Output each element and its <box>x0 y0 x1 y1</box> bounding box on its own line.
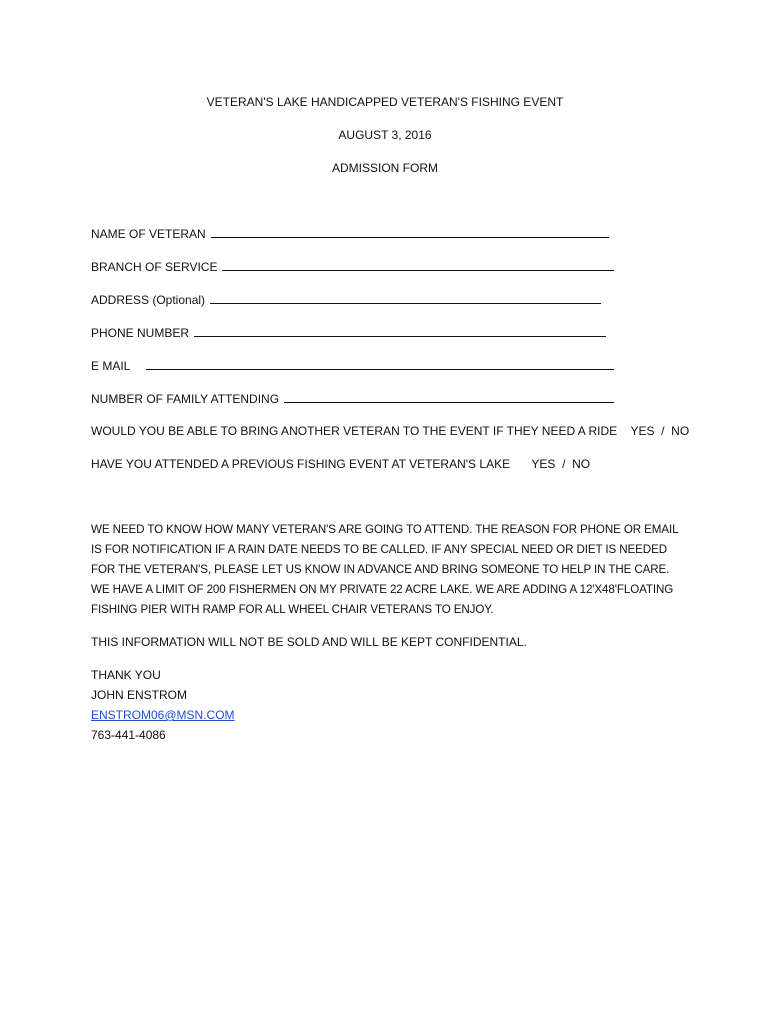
field-address <box>91 292 601 307</box>
form-name: ADMISSION FORM <box>331 161 438 175</box>
information-paragraph: WE NEED TO KNOW HOW MANY VETERAN'S ARE GOING TO ATTEND. THE REASON FOR PHONE OR EMAIL IS FOR NOTIFICATION IF A RAIN DATE NEEDS TO BE CALLED. IF ANY SPECIAL NEED OR DIET IS NEEDED FOR THE VETERAN'S, PLEASE LET US KNOW IN ADVANCE AND BRING SOMEONE TO HELP IN THE CARE. WE HAVE A LIMIT OF 200 FISHERMEN ON MY PRIVATE 22 ACRE LAKE. WE ARE ADDING A 12'X48'FLOATING FISHING PIER WITH RAMP FOR ALL WHEEL CHAIR VETERANS TO ENJOY. <box>91 523 679 616</box>
signoff-block <box>91 665 235 745</box>
field-branch-of-service <box>91 259 614 274</box>
field-label: BRANCH OF SERVICE <box>91 260 218 274</box>
phone-number-text: 763-441-4086 <box>91 728 166 742</box>
question-text: WOULD YOU BE ABLE TO BRING ANOTHER VETERAN TO THE EVENT IF THEY NEED A RIDE <box>91 424 618 438</box>
thank-you-text: THANK YOU <box>91 668 161 682</box>
field-email <box>91 358 614 373</box>
phone-number-blank[interactable] <box>194 325 606 337</box>
confidential-notice: THIS INFORMATION WILL NOT BE SOLD AND WILL BE KEPT CONFIDENTIAL. <box>91 635 527 649</box>
field-name-of-veteran <box>91 226 609 241</box>
field-label: PHONE NUMBER <box>91 326 190 340</box>
name-of-veteran-blank[interactable] <box>211 226 609 238</box>
field-phone-number <box>91 325 606 340</box>
address-blank[interactable] <box>210 292 601 304</box>
event-date: AUGUST 3, 2016 <box>338 128 432 142</box>
signer-name: JOHN ENSTROM <box>91 688 187 702</box>
field-label: NAME OF VETERAN <box>91 227 206 241</box>
field-label: ADDRESS (Optional) <box>91 293 206 307</box>
document-title: VETERAN'S LAKE HANDICAPPED VETERAN'S FISHING EVENT <box>206 95 564 109</box>
question-text: HAVE YOU ATTENDED A PREVIOUS FISHING EVENT AT VETERAN'S LAKE <box>91 457 511 471</box>
field-label: NUMBER OF FAMILY ATTENDING <box>91 392 280 406</box>
field-label: E MAIL <box>91 359 131 373</box>
family-attending-blank[interactable] <box>284 391 614 403</box>
yes-no-options[interactable]: YES / NO <box>630 424 690 438</box>
yes-no-options[interactable]: YES / NO <box>531 457 591 471</box>
question-previous-event <box>91 457 590 471</box>
branch-of-service-blank[interactable] <box>222 259 614 271</box>
email-blank[interactable] <box>146 358 614 370</box>
field-family-attending <box>91 391 614 406</box>
email-link[interactable]: ENSTROM06@MSN.COM <box>91 708 235 722</box>
question-bring-veteran <box>91 424 689 438</box>
